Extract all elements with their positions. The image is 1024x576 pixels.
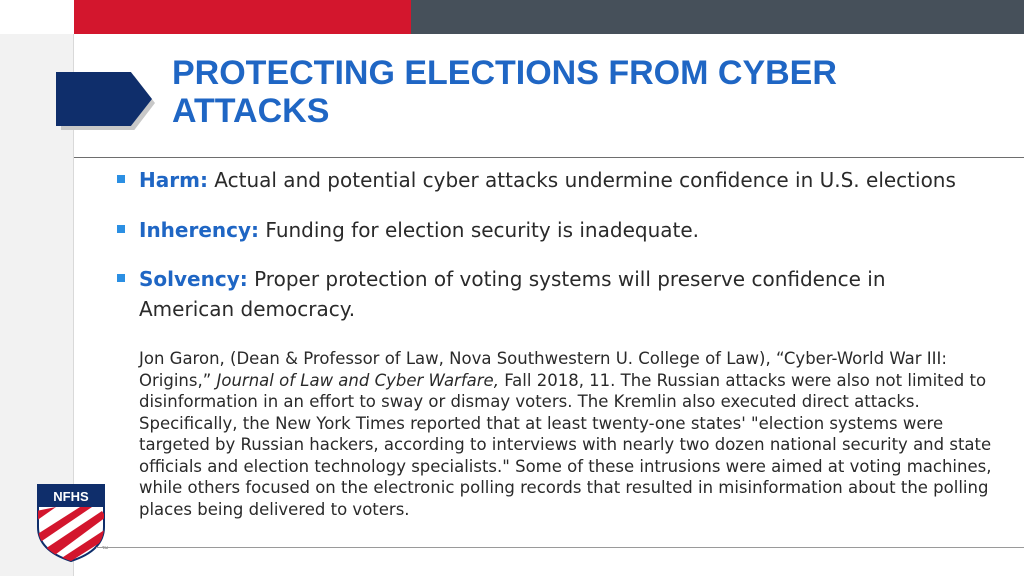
bullet-body: Actual and potential cyber attacks undermine confidence in U.S. elections — [207, 168, 956, 192]
bullet-square-icon — [117, 225, 125, 233]
top-bar-red-accent — [74, 0, 411, 34]
footer-divider — [96, 547, 1024, 548]
bullet-term: Solvency: — [139, 267, 248, 291]
bullet-harm — [117, 165, 999, 195]
bullet-text — [139, 264, 939, 324]
bullet-square-icon — [117, 175, 125, 183]
journal-title: Journal of Law and Cyber Warfare, — [216, 370, 499, 390]
bullet-body: Proper protection of voting systems will preserve confidence in American democracy. — [139, 267, 886, 321]
nfhs-logo — [36, 483, 106, 563]
citation-evidence: Fall 2018, 11. The Russian attacks were also not limited to disinformation in an effort to sway or dismay voters. The Kremlin also executed direct attacks. Specifically, the New York Times reported that at least twenty-one states' "election systems were targeted by Russian hackers, according to interviews with nearly two dozen national security and state officials and election technology specialists." Some of these intrusions were aimed at voting machines, while others focused on the electronic polling records that resulted in misinformation about the polling places being delivered to voters. — [139, 370, 992, 519]
top-bar-left-block — [0, 0, 74, 34]
bullet-text — [139, 215, 999, 245]
bullet-text — [139, 165, 999, 195]
bullet-solvency — [117, 264, 939, 324]
bullet-term: Harm: — [139, 168, 208, 192]
header-divider — [74, 157, 1024, 158]
bullet-body: Funding for election security is inadequate. — [259, 218, 699, 242]
bullet-square-icon — [117, 274, 125, 282]
bullet-inherency — [117, 215, 999, 245]
citation-quote — [139, 348, 1009, 520]
logo-text: NFHS — [53, 489, 89, 504]
slide-title: PROTECTING ELECTIONS FROM CYBER ATTACKS — [172, 54, 837, 130]
citation-source: Jon Garon, (Dean & Professor of Law, Nova Southwestern U. College of Law), “Cyber-World War III: Origins,” — [139, 349, 947, 390]
bullet-term: Inherency: — [139, 218, 260, 242]
